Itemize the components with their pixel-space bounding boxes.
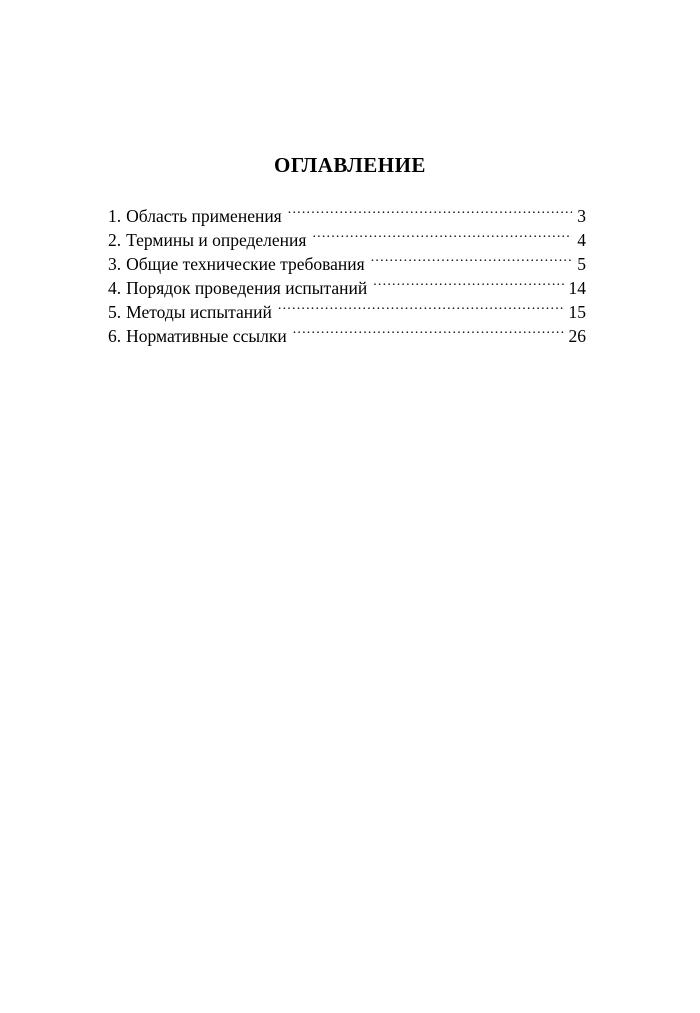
toc-leader-dots — [293, 318, 565, 342]
toc-leader-dots — [278, 294, 565, 318]
toc-entry-label: Порядок проведения испытаний — [126, 278, 368, 298]
toc-entry-number: 1. — [108, 206, 122, 226]
toc-entry-number: 5. — [108, 302, 122, 322]
toc-entry-page: 15 — [568, 302, 586, 322]
toc-entry-number: 6. — [108, 326, 122, 346]
toc-entry-label: Методы испытаний — [126, 302, 272, 322]
toc-entry-label: Общие технические требования — [126, 254, 365, 274]
toc-entry-label: Область применения — [126, 206, 282, 226]
toc-entry-page: 26 — [568, 326, 586, 346]
toc-entry-page: 5 — [577, 254, 586, 274]
table-of-contents — [108, 198, 586, 346]
toc-entry-label: Нормативные ссылки — [126, 326, 287, 346]
toc-leader-dots — [373, 270, 564, 294]
toc-entry-number: 2. — [108, 230, 122, 250]
toc-entry-page: 14 — [568, 278, 586, 298]
toc-entry[interactable] — [108, 198, 586, 226]
toc-leader-dots — [288, 198, 572, 222]
toc-entry-page: 3 — [577, 206, 586, 226]
toc-entry-page: 4 — [577, 230, 586, 250]
toc-entry-label: Термины и определения — [126, 230, 307, 250]
toc-entry-number: 4. — [108, 278, 122, 298]
toc-leader-dots — [371, 246, 572, 270]
toc-entry-number: 3. — [108, 254, 122, 274]
toc-title: ОГЛАВЛЕНИЕ — [274, 153, 426, 177]
toc-leader-dots — [312, 222, 572, 246]
